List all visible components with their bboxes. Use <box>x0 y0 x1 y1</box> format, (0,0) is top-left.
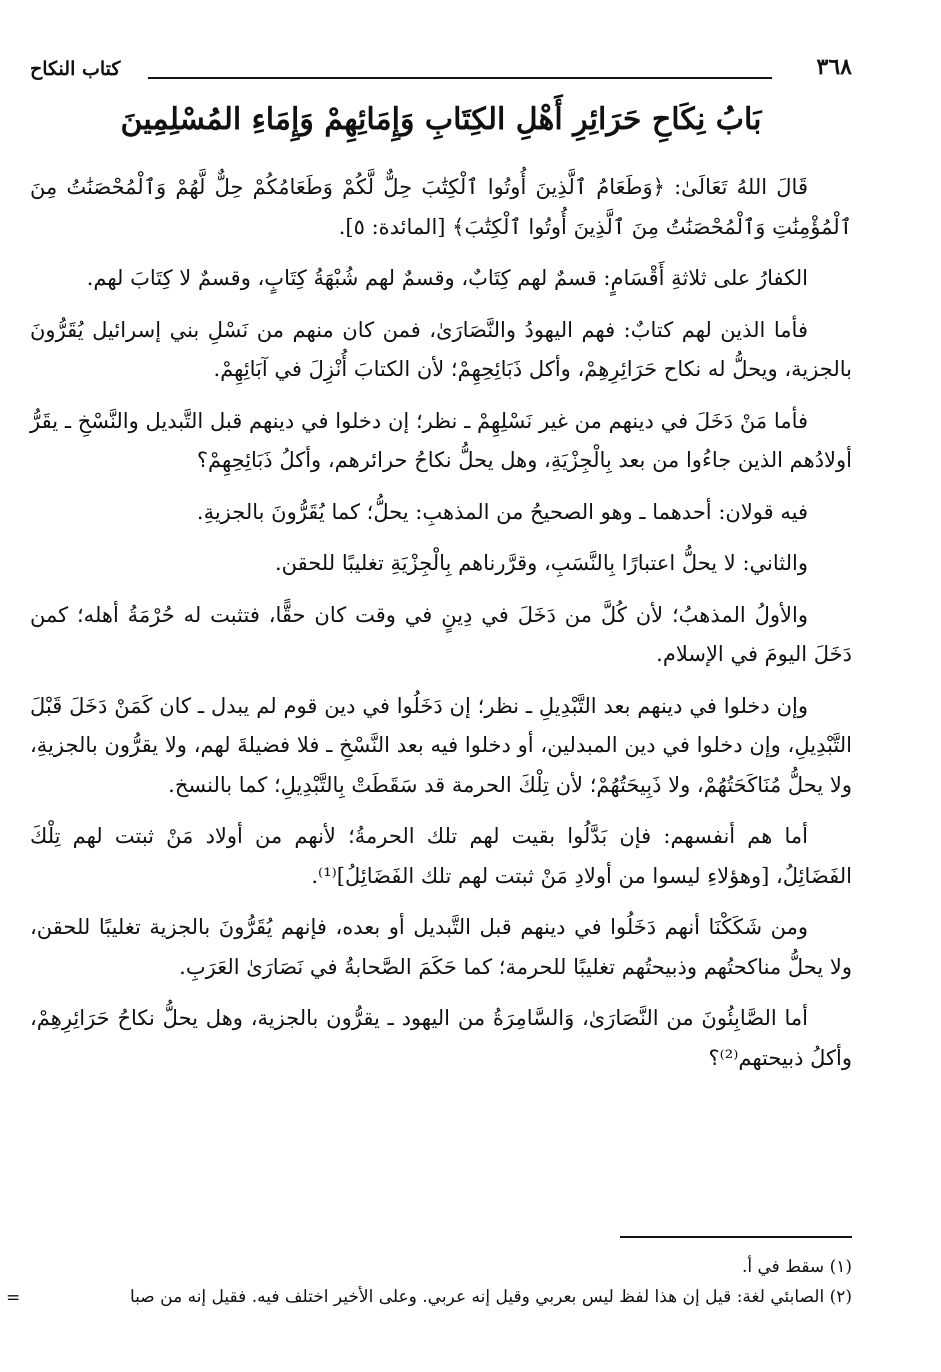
paragraph: والأولُ المذهبُ؛ لأن كُلَّ من دَخَلَ في دِينٍ في وقت كان حقًّا، فتثبت له حُرْمَةُ أهله؛ كمن دَخَلَ اليومَ في الإسلام. <box>30 602 852 666</box>
footnote-continuation-mark: = <box>6 1288 21 1308</box>
paragraph: ومن شَكَكْنَا أنهم دَخَلُوا في دينهم قبل التَّبديل أو بعده، فإنهم يُقَرُّونَ بالجزية تغليبًا للحقن، ولا يحلُّ مناكحتُهم وذبيحتُهم تغليبًا للحرمة؛ كما حَكَمَ الصَّحابةُ في نَصَارَىٰ العَرَبِ. <box>30 915 852 979</box>
page-header <box>30 50 852 88</box>
chapter-title: بَابُ نِكَاحِ حَرَائِرِ أَهْلِ الكِتَابِ وَإِمَائِهِمْ وَإِمَاءِ المُسْلِمِينَ <box>120 102 762 137</box>
page-number: ٣٦٨ <box>816 54 852 80</box>
footnote-rule <box>620 1236 852 1238</box>
footnote: (٢) الصابئي لغة: قيل إن هذا لفظ ليس بعربي وقيل إنه عربي. وعلى الأخير اختلف فيه. فقيل إنه من صبا <box>129 1287 852 1307</box>
book-page <box>6 50 852 1350</box>
paragraph: فأما الذين لهم كتابٌ: فهم اليهودُ والنَّصَارَىٰ، فمن كان منهم من نَسْلِ بني إسرائيل يُقَرُّونَ بالجزية، ويحلُّ له نكاح حَرَائِرِهِمْ، وأكل ذَبَائِحِهِمْ؛ لأن الكتابَ أُنْزِلَ في آبَائِهِمْ. <box>30 317 852 381</box>
main-text <box>30 168 852 1090</box>
footnote: (١) سقط في أ. <box>741 1257 852 1277</box>
paragraph: الكفارُ على ثلاثةِ أَقْسَامٍ: قسمٌ لهم كِتَابٌ، وقسمٌ لهم شُبْهَةُ كِتَابٍ، وقسمٌ لا كِتَابَ لهم. <box>86 266 808 290</box>
paragraph: فيه قولان: أحدهما ـ وهو الصحيحُ من المذهبِ: يحلُّ؛ كما يُقَرُّونَ بالجزيةِ. <box>196 499 808 524</box>
paragraph: أما هم أنفسهم: فإن بَدَّلُوا بقيت لهم تلك الحرمةُ؛ لأنهم من أولاد مَنْ ثبتت لهم تِلْكَ الفَضَائِلُ، [وهؤلاءِ ليسوا من أولادِ مَنْ ثبتت لهم تلك الفَضَائِلُ]⁽¹⁾. <box>30 824 852 888</box>
paragraph: وإن دخلوا في دينهم بعد التَّبْدِيلِ ـ نظر؛ إن دَخَلُوا في دين قوم لم يبدل ـ كان كَمَنْ دَخَلَ قَبْلَ التَّبْدِيلِ، وإن دخلوا في دين المبدلين، أو دخلوا فيه بعد النَّسْخِ ـ فلا فضيلةَ لهم، ولا يقرُّون بالجزيةِ، ولا يحلُّ مُنَاكَحَتُهُمْ، ولا ذَبِيحَتُهُمْ؛ لأن تِلْكَ الحرمة قد سَقَطَتْ بِالتَّبْدِيلِ؛ كما بالنسخ. <box>30 693 852 797</box>
footnotes <box>6 1236 852 1312</box>
paragraph: قَالَ اللهُ تَعَالَىٰ: ﴿وَطَعَامُ ٱلَّذِينَ أُوتُوا ٱلْكِتَٰبَ حِلٌّ لَّكُمْ وَطَعَامُكُمْ حِلٌّ لَّهُمْ وَٱلْمُحْصَنَٰتُ مِنَ ٱلْمُؤْمِنَٰتِ وَٱلْمُحْصَنَٰتُ مِنَ ٱلَّذِينَ أُوتُوا ٱلْكِتَٰبَ﴾ [المائدة: ٥]. <box>30 175 852 239</box>
paragraph: والثاني: لا يحلُّ اعتبارًا بِالنَّسَبِ، وقرَّرناهم بِالْجِزْيَةِ تغليبًا للحقن. <box>274 551 808 575</box>
paragraph: أما الصَّابِئُونَ من النَّصَارَىٰ، وَالسَّامِرَةُ من اليهود ـ يقرُّون بالجزية، وهل يحلُّ نكاحُ حَرَائِرِهِمْ، وأكلُ ذبيحتهم⁽²⁾؟ <box>30 1006 852 1070</box>
book-title: كتاب النكاح <box>30 58 121 80</box>
paragraph: فأما مَنْ دَخَلَ في دينهم من غير نَسْلِهِمْ ـ نظر؛ إن دخلوا في دينهم قبل التَّبديل والنَّسْخِ ـ يقَرُّ أولادُهم الذين جاءُوا من بعد بِالْجِزْيَةِ، وهل يحلُّ نكاحُ حرائرهم، وأكلُ ذَبَائِحِهِمْ؟ <box>30 408 852 472</box>
header-rule <box>148 77 772 79</box>
